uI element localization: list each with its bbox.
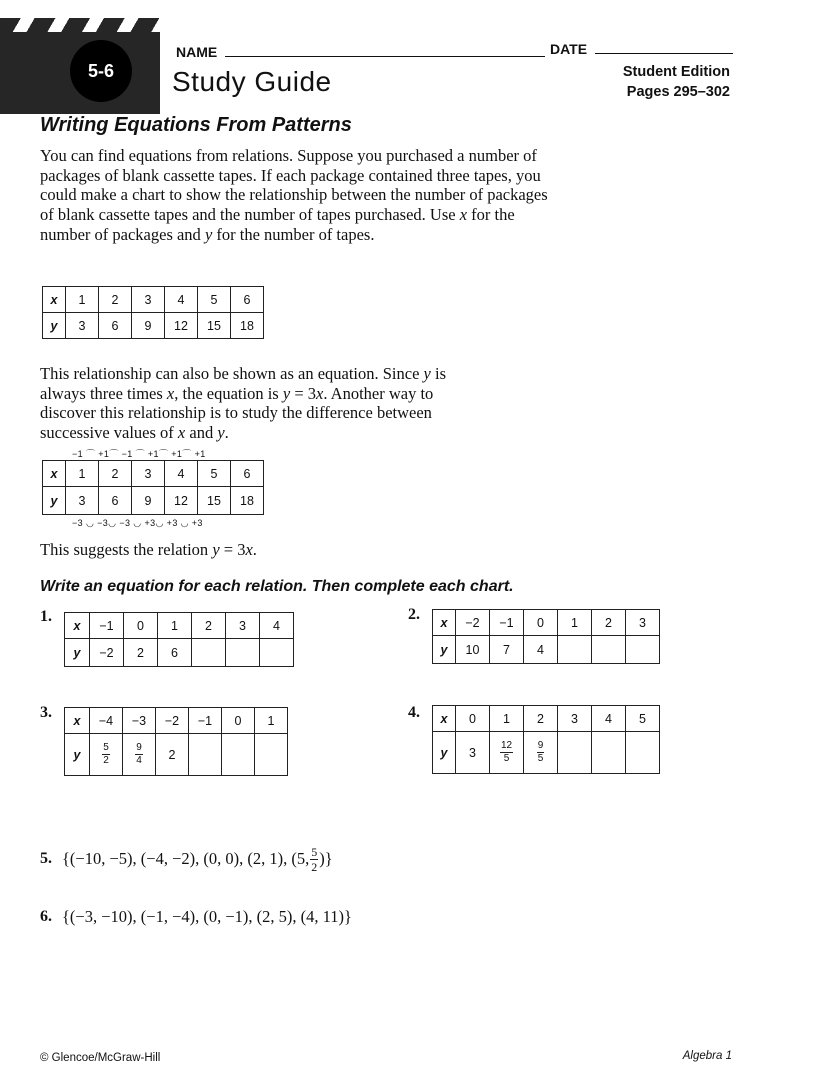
table-cell: −3 (123, 708, 156, 734)
table-x-label: x (433, 706, 456, 732)
table-cell: 10 (456, 636, 490, 664)
table-x-label: x (43, 287, 66, 313)
text-run: = 3 (290, 383, 316, 403)
table-cell: 4 (592, 706, 626, 732)
copyright: © Glencoe/McGraw-Hill (40, 1052, 161, 1064)
problem-4-table (432, 705, 660, 774)
intro-var-y: y (204, 224, 213, 244)
text-run: x (177, 423, 186, 443)
numerator: 9 (537, 740, 544, 751)
table-cell: 3 (66, 487, 99, 515)
text-run: x (245, 540, 253, 559)
table-cell: 12 (165, 313, 198, 339)
answer-cell[interactable] (255, 734, 288, 776)
explanation-paragraph (40, 364, 560, 443)
table-cell: 2 (99, 287, 132, 313)
table-cell: 12 (165, 487, 198, 515)
problem-6-set: {(−3, −10), (−1, −4), (0, −1), (2, 5), (4, 11)} (62, 907, 352, 926)
table-cell: 3 (226, 613, 260, 639)
explanation-line (40, 423, 560, 443)
text-run: . Another way to (323, 383, 434, 403)
table-cell: −2 (456, 610, 490, 636)
difference-table (42, 460, 264, 515)
table-x-label: x (433, 610, 456, 636)
text-run: y (423, 364, 431, 383)
problem-2-table (432, 609, 660, 664)
example-table (42, 286, 264, 339)
table-y-label: y (43, 313, 66, 339)
table-cell: 3 (456, 732, 490, 774)
table-cell: 5 (198, 287, 231, 313)
denominator: 2 (103, 755, 109, 766)
name-label: NAME (176, 44, 218, 60)
table-y-label: y (433, 732, 456, 774)
name-field[interactable] (225, 56, 545, 57)
table-cell: 1 (558, 610, 592, 636)
text-run: . (224, 423, 229, 443)
fraction (500, 741, 513, 764)
problem-6-number: 6. (40, 908, 52, 925)
y-differences: −3 ◡ −3◡ −3 ◡ +3◡ +3 ◡ +3 (72, 518, 203, 528)
table-cell: 1 (158, 613, 192, 639)
table-cell: 9 (132, 313, 165, 339)
text-run: . (252, 540, 257, 559)
answer-cell[interactable] (189, 734, 222, 776)
explanation-line (40, 364, 560, 384)
fraction (537, 741, 545, 764)
table-cell (123, 734, 156, 776)
lesson-number-badge: 5-6 (70, 40, 132, 102)
text-run: This suggests the relation (40, 540, 213, 559)
table-y-label: y (65, 734, 90, 776)
table-cell: 3 (626, 610, 660, 636)
problem-3-table (64, 707, 288, 776)
table-cell (90, 734, 123, 776)
text-run: and (185, 423, 218, 443)
problem-3-number: 3. (40, 704, 52, 721)
table-cell: −1 (490, 610, 524, 636)
denominator: 4 (136, 755, 142, 766)
x-differences: −1 ⌒ +1⌒ −1 ⌒ +1⌒ +1⌒ +1 (72, 449, 206, 459)
table-cell: 6 (231, 461, 264, 487)
course-name: Algebra 1 (682, 1050, 732, 1062)
table-cell: 3 (558, 706, 592, 732)
table-cell: 7 (490, 636, 524, 664)
table-cell (524, 732, 558, 774)
pages-label: Pages 295–302 (626, 84, 730, 100)
text-run: y (217, 423, 225, 443)
edition-info (623, 62, 730, 102)
answer-cell[interactable] (558, 636, 592, 664)
table-y-label: y (433, 636, 456, 664)
table-cell: 15 (198, 313, 231, 339)
table-y-label: y (65, 639, 90, 667)
table-cell: 0 (124, 613, 158, 639)
denominator: 5 (503, 753, 510, 764)
table-cell: 6 (99, 487, 132, 515)
answer-cell[interactable] (222, 734, 255, 776)
table-cell: 15 (198, 487, 231, 515)
header-stripes (0, 18, 160, 32)
table-cell (490, 732, 524, 774)
answer-cell[interactable] (260, 639, 294, 667)
date-field[interactable] (595, 53, 733, 54)
numerator: 9 (136, 742, 142, 753)
table-cell: 9 (132, 487, 165, 515)
date-label: DATE (550, 41, 588, 57)
table-cell: 0 (524, 610, 558, 636)
text-run: , the equation is (174, 383, 283, 403)
problem-1-table (64, 612, 294, 667)
text-run: = 3 (219, 540, 246, 559)
explanation-line: discover this relationship is to study the difference between (40, 403, 432, 423)
table-cell: 4 (165, 461, 198, 487)
answer-cell[interactable] (226, 639, 260, 667)
table-cell: 0 (456, 706, 490, 732)
text-run: x (316, 383, 324, 403)
answer-cell[interactable] (592, 636, 626, 664)
answer-cell[interactable] (558, 732, 592, 774)
intro-text-2: for the number of packages and (40, 205, 515, 244)
page-title: Study Guide (172, 66, 332, 97)
fraction (310, 846, 318, 873)
table-x-label: x (65, 708, 90, 734)
table-cell: 1 (490, 706, 524, 732)
edition-label: Student Edition (622, 64, 730, 80)
table-cell: −2 (156, 708, 189, 734)
table-cell: 2 (192, 613, 226, 639)
table-cell: 5 (198, 461, 231, 487)
table-cell: 4 (260, 613, 294, 639)
fraction (135, 743, 143, 766)
table-cell: −1 (90, 613, 124, 639)
intro-text-1: You can find equations from relations. Suppose you purchased a number of packages of blank cassette tapes. If each package contained three tapes, you could make a chart to show the relationship between the number of packages of blank cassette tapes and the number of tapes purchased. Use (40, 146, 548, 225)
problem-5-number: 5. (40, 850, 52, 867)
table-cell: 6 (99, 313, 132, 339)
intro-paragraph (40, 146, 560, 245)
numerator: 5 (103, 742, 109, 753)
intro-text-3: for the number of tapes. (212, 224, 375, 244)
table-cell: 3 (132, 461, 165, 487)
table-cell: −4 (90, 708, 123, 734)
table-cell: 0 (222, 708, 255, 734)
table-cell: 4 (524, 636, 558, 664)
table-cell: 2 (156, 734, 189, 776)
table-cell: 2 (524, 706, 558, 732)
table-cell: 6 (231, 287, 264, 313)
table-cell: −1 (189, 708, 222, 734)
table-cell: 2 (99, 461, 132, 487)
table-x-label: x (65, 613, 90, 639)
table-cell: 1 (66, 287, 99, 313)
table-cell: 2 (592, 610, 626, 636)
table-cell: 1 (66, 461, 99, 487)
fraction (102, 743, 110, 766)
table-cell: 1 (255, 708, 288, 734)
instructions: Write an equation for each relation. Then complete each chart. (40, 578, 514, 595)
table-cell: 5 (626, 706, 660, 732)
text-run: is (430, 364, 447, 383)
table-cell: 3 (132, 287, 165, 313)
table-cell: 6 (158, 639, 192, 667)
table-cell: 18 (231, 313, 264, 339)
denominator: 5 (537, 753, 544, 764)
answer-cell[interactable] (592, 732, 626, 774)
text-run: x (166, 383, 175, 403)
text-run: y (282, 383, 291, 403)
text-run: always three times (40, 383, 167, 403)
table-cell: 3 (66, 313, 99, 339)
numerator: 5 (311, 844, 318, 859)
suggests-line (40, 540, 560, 560)
lesson-title: Writing Equations From Patterns (40, 114, 352, 136)
table-cell: 4 (165, 287, 198, 313)
problem-1-number: 1. (40, 608, 52, 625)
table-cell: 2 (124, 639, 158, 667)
numerator: 12 (500, 740, 513, 751)
text-run: y (212, 540, 220, 559)
table-y-label: y (43, 487, 66, 515)
denominator: 2 (311, 859, 318, 874)
explanation-line (40, 384, 560, 404)
answer-cell[interactable] (626, 636, 660, 664)
set-text-end: )} (319, 849, 333, 868)
table-cell: 18 (231, 487, 264, 515)
intro-var-x: x (459, 205, 468, 225)
problem-5-set (62, 840, 333, 878)
table-cell: −2 (90, 639, 124, 667)
set-text: {(−10, −5), (−4, −2), (0, 0), (2, 1), (5, (62, 849, 310, 868)
problem-4-number: 4. (408, 704, 420, 721)
table-x-label: x (43, 461, 66, 487)
problem-2-number: 2. (408, 606, 420, 623)
answer-cell[interactable] (192, 639, 226, 667)
answer-cell[interactable] (626, 732, 660, 774)
text-run: This relationship can also be shown as an equation. Since (40, 364, 424, 383)
text-run: successive values of (40, 423, 178, 443)
